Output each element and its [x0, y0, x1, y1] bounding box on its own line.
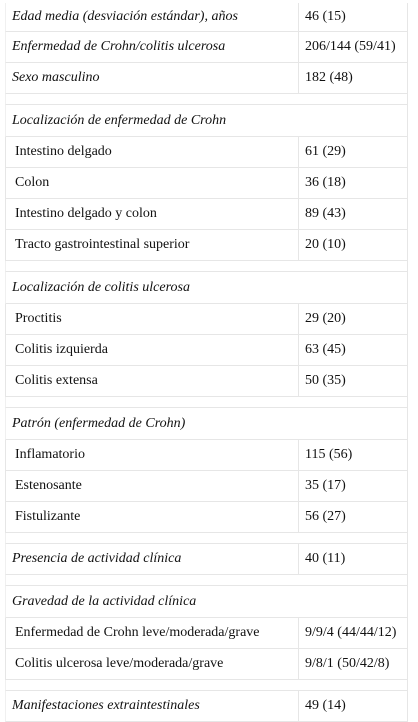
row-value-male-sex: 182 (48): [299, 63, 408, 94]
row-value-proctitis: 29 (20): [299, 304, 408, 335]
section-title-pattern: Patrón (enfermedad de Crohn): [5, 408, 408, 440]
table-spacer: [5, 680, 408, 691]
table-row: [5, 3, 408, 32]
row-label-extensive-colitis: Colitis extensa: [5, 366, 299, 397]
table-row: [5, 168, 408, 199]
row-label-inflammatory: Inflamatorio: [5, 440, 299, 471]
table-row: [5, 32, 408, 63]
row-value-fistulizing: 56 (27): [299, 502, 408, 533]
row-value-stenosing: 35 (17): [299, 471, 408, 502]
row-label-small-intestine-colon: Intestino delgado y colon: [5, 199, 299, 230]
row-label-male-sex: Sexo masculino: [5, 63, 299, 94]
row-label-colon: Colon: [5, 168, 299, 199]
row-value-clinical-activity: 40 (11): [299, 544, 408, 575]
row-label-proctitis: Proctitis: [5, 304, 299, 335]
table-row: [5, 137, 408, 168]
section-header: [5, 408, 408, 440]
table-row: [5, 691, 408, 722]
table-row: [5, 335, 408, 366]
section-header: [5, 272, 408, 304]
row-value-colitis-severity: 9/8/1 (50/42/8): [299, 649, 408, 680]
section-title-crohn-location: Localización de enfermedad de Crohn: [5, 105, 408, 137]
row-value-small-intestine-colon: 89 (43): [299, 199, 408, 230]
row-value-mean-age: 46 (15): [299, 3, 408, 32]
table-row: [5, 649, 408, 680]
table-spacer: [5, 533, 408, 544]
row-label-crohn-colitis: Enfermedad de Crohn/colitis ulcerosa: [5, 32, 299, 63]
row-value-crohn-severity: 9/9/4 (44/44/12): [299, 618, 408, 649]
section-title-colitis-location: Localización de colitis ulcerosa: [5, 272, 408, 304]
table-row: [5, 618, 408, 649]
table-row: [5, 199, 408, 230]
row-label-clinical-activity: Presencia de actividad clínica: [5, 544, 299, 575]
section-title-severity: Gravedad de la actividad clínica: [5, 586, 408, 618]
section-header: [5, 105, 408, 137]
row-value-colon: 36 (18): [299, 168, 408, 199]
table-row: [5, 366, 408, 397]
section-header: [5, 586, 408, 618]
patient-characteristics-table: [5, 3, 408, 722]
row-value-crohn-colitis: 206/144 (59/41): [299, 32, 408, 63]
row-label-small-intestine: Intestino delgado: [5, 137, 299, 168]
row-label-stenosing: Estenosante: [5, 471, 299, 502]
table-row: [5, 304, 408, 335]
row-value-left-colitis: 63 (45): [299, 335, 408, 366]
table-row: [5, 230, 408, 261]
row-label-mean-age: Edad media (desviación estándar), años: [5, 3, 299, 32]
table-row: [5, 502, 408, 533]
row-label-extraintestinal: Manifestaciones extraintestinales: [5, 691, 299, 722]
row-label-fistulizing: Fistulizante: [5, 502, 299, 533]
row-label-upper-gi: Tracto gastrointestinal superior: [5, 230, 299, 261]
table-spacer: [5, 575, 408, 586]
row-value-extensive-colitis: 50 (35): [299, 366, 408, 397]
table-row: [5, 63, 408, 94]
row-value-small-intestine: 61 (29): [299, 137, 408, 168]
table-spacer: [5, 397, 408, 408]
row-value-upper-gi: 20 (10): [299, 230, 408, 261]
table-row: [5, 440, 408, 471]
table-row: [5, 471, 408, 502]
row-label-colitis-severity: Colitis ulcerosa leve/moderada/grave: [5, 649, 299, 680]
table-spacer: [5, 94, 408, 105]
table-spacer: [5, 261, 408, 272]
row-label-crohn-severity: Enfermedad de Crohn leve/moderada/grave: [5, 618, 299, 649]
table-row: [5, 544, 408, 575]
row-value-inflammatory: 115 (56): [299, 440, 408, 471]
row-value-extraintestinal: 49 (14): [299, 691, 408, 722]
row-label-left-colitis: Colitis izquierda: [5, 335, 299, 366]
